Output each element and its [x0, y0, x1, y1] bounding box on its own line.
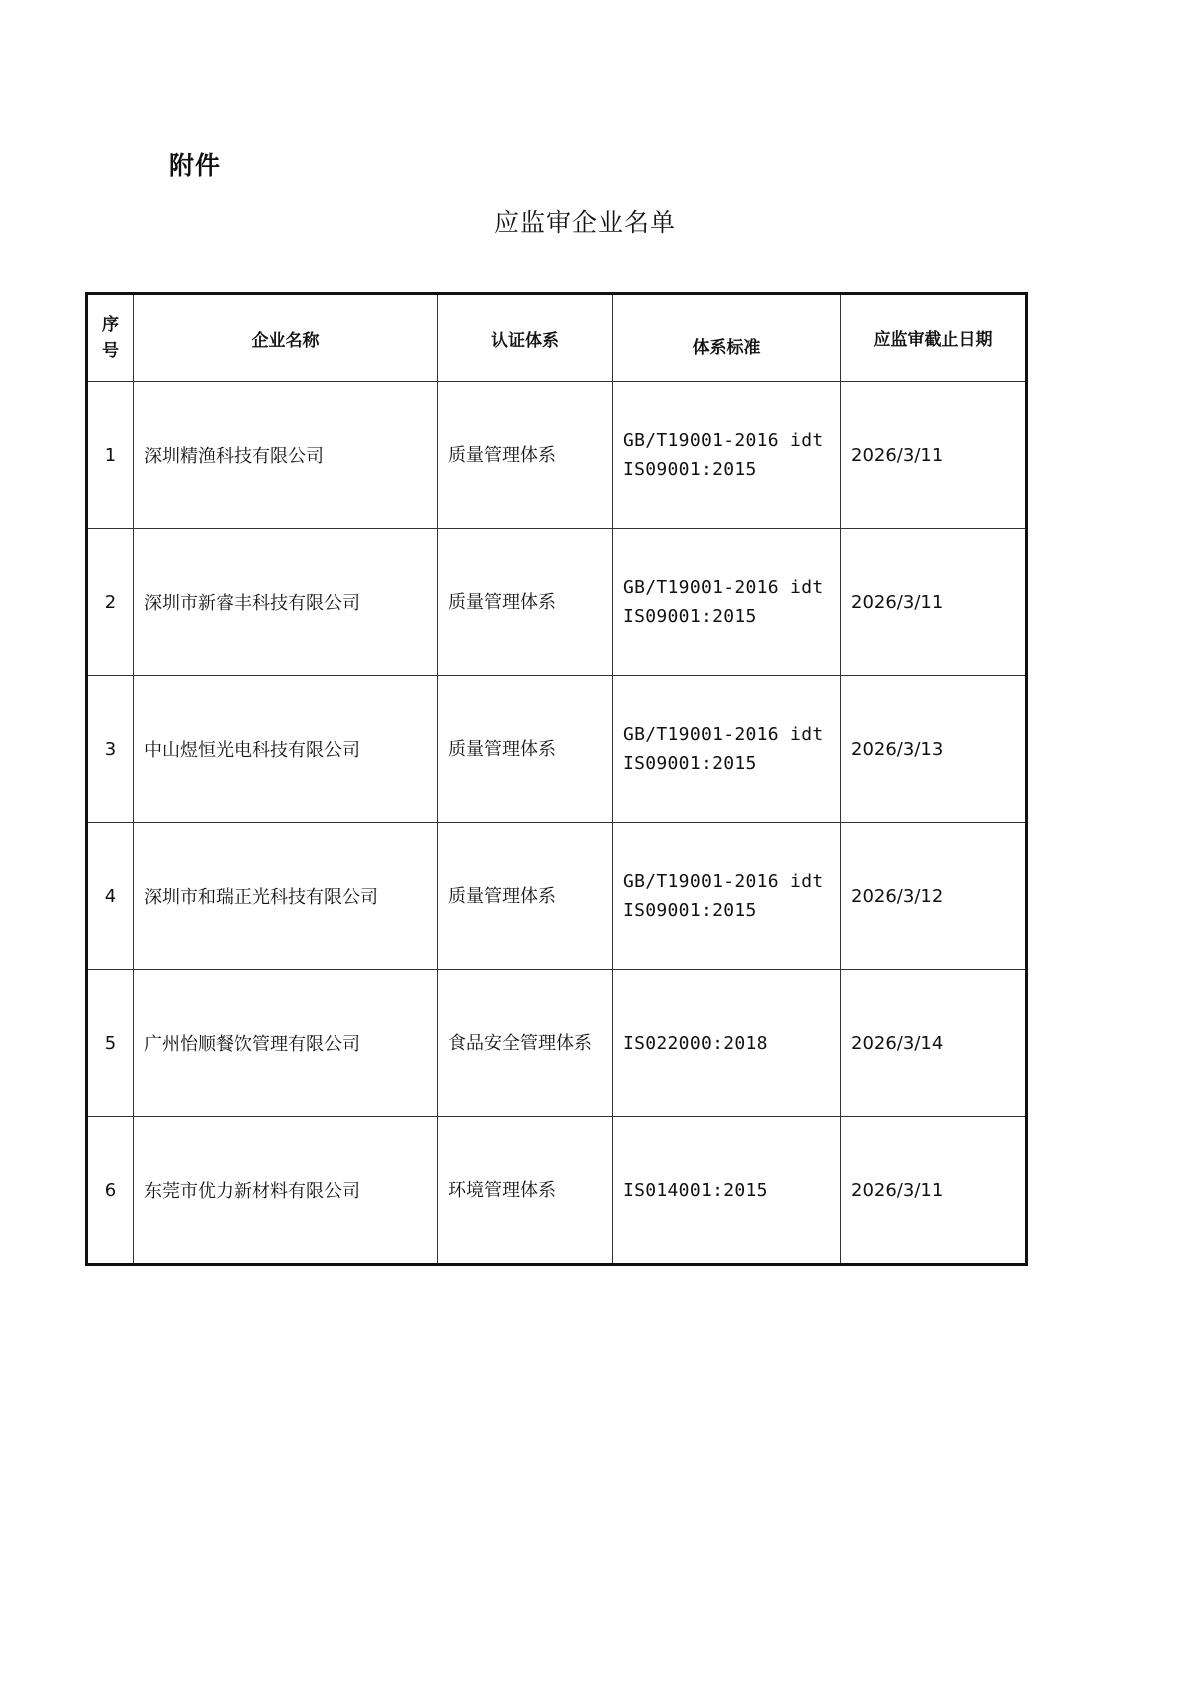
cell-system-standard: [613, 382, 841, 529]
cell-serial-number: 1: [87, 382, 134, 529]
table-row: [87, 1117, 1027, 1265]
cell-company-name: 深圳市和瑞正光科技有限公司: [134, 823, 438, 970]
cell-audit-deadline: 2026/3/14: [841, 970, 1027, 1117]
cell-audit-deadline: 2026/3/11: [841, 529, 1027, 676]
header-serial-number-line2: 号: [102, 341, 119, 361]
cell-company-name: 中山煜恒光电科技有限公司: [134, 676, 438, 823]
standard-line-2: IS09001:2015: [623, 459, 757, 480]
cell-system-standard: [613, 676, 841, 823]
standard-line-2: IS09001:2015: [623, 753, 757, 774]
cell-company-name: 深圳精渔科技有限公司: [134, 382, 438, 529]
cell-company-name: 深圳市新睿丰科技有限公司: [134, 529, 438, 676]
table-row: [87, 382, 1027, 529]
cell-audit-deadline: 2026/3/13: [841, 676, 1027, 823]
document-title: 应监审企业名单: [493, 208, 676, 237]
cell-certification-system: 环境管理体系: [438, 1117, 613, 1265]
standard-line-1: GB/T19001-2016 idt: [623, 577, 824, 598]
cell-serial-number: 4: [87, 823, 134, 970]
cell-serial-number: 3: [87, 676, 134, 823]
cell-system-standard: [613, 1117, 841, 1265]
cell-system-standard: [613, 970, 841, 1117]
standard-line-2: IS09001:2015: [623, 606, 757, 627]
standard-line-1: IS014001:2015: [623, 1179, 768, 1201]
cell-company-name: 东莞市优力新材料有限公司: [134, 1117, 438, 1265]
cell-certification-system: 质量管理体系: [438, 823, 613, 970]
standard-line-1: IS022000:2018: [623, 1032, 768, 1054]
table-header-row: [87, 294, 1027, 382]
table-row: [87, 529, 1027, 676]
cell-certification-system: 质量管理体系: [438, 529, 613, 676]
cell-system-standard: [613, 823, 841, 970]
table-row: [87, 676, 1027, 823]
cell-certification-system: 食品安全管理体系: [438, 970, 613, 1117]
table-row: [87, 970, 1027, 1117]
header-audit-deadline: 应监审截止日期: [841, 294, 1027, 382]
header-serial-number-line1: 序: [102, 315, 119, 335]
cell-certification-system: 质量管理体系: [438, 676, 613, 823]
header-system-standard: 体系标准: [613, 294, 841, 382]
cell-audit-deadline: 2026/3/11: [841, 1117, 1027, 1265]
enterprise-audit-table: [85, 292, 1028, 1266]
table-row: [87, 823, 1027, 970]
cell-serial-number: 6: [87, 1117, 134, 1265]
cell-audit-deadline: 2026/3/12: [841, 823, 1027, 970]
cell-certification-system: 质量管理体系: [438, 382, 613, 529]
standard-line-2: IS09001:2015: [623, 900, 757, 921]
cell-company-name: 广州怡顺餐饮管理有限公司: [134, 970, 438, 1117]
standard-line-1: GB/T19001-2016 idt: [623, 871, 824, 892]
standard-line-1: GB/T19001-2016 idt: [623, 430, 824, 451]
header-certification-system: 认证体系: [438, 294, 613, 382]
attachment-label: 附件: [169, 151, 222, 180]
cell-system-standard: [613, 529, 841, 676]
standard-line-1: GB/T19001-2016 idt: [623, 724, 824, 745]
cell-serial-number: 2: [87, 529, 134, 676]
cell-audit-deadline: 2026/3/11: [841, 382, 1027, 529]
header-serial-number: [87, 294, 134, 382]
cell-serial-number: 5: [87, 970, 134, 1117]
header-company-name: 企业名称: [134, 294, 438, 382]
